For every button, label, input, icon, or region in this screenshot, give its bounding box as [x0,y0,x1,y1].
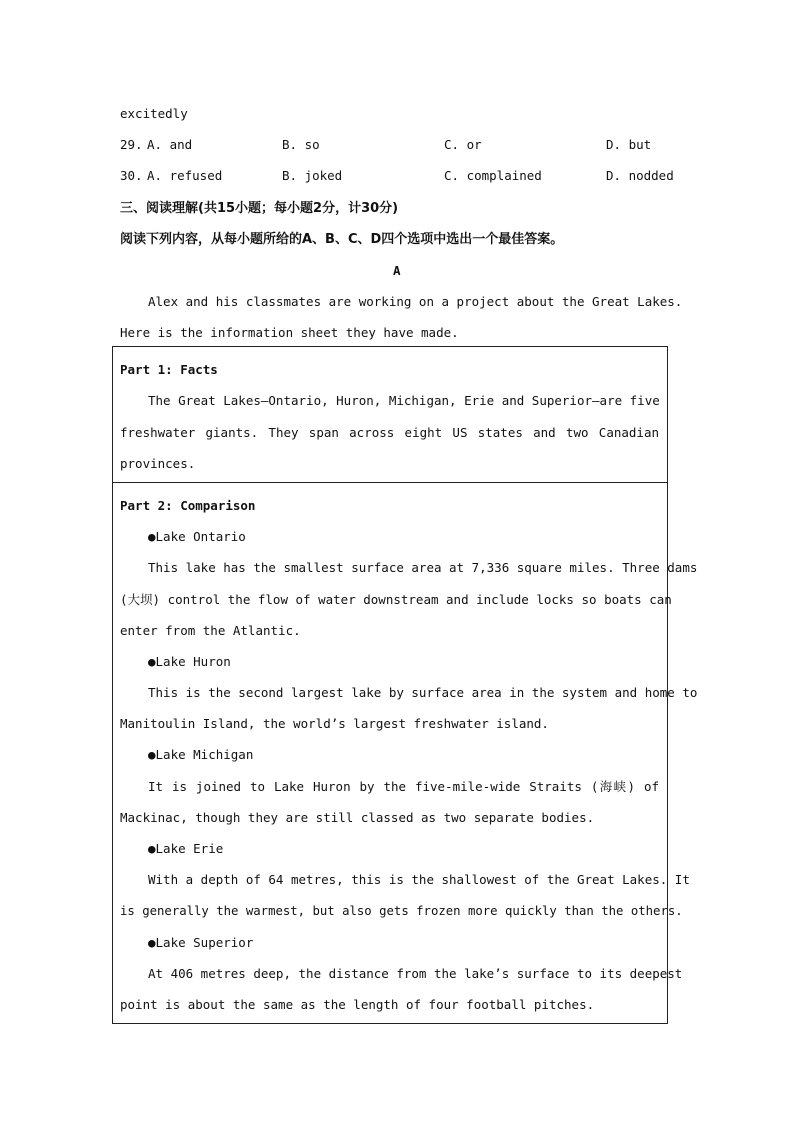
lake-michigan-line-2: Mackinac, though they are still classed as two separate bodies. [120,810,595,825]
lake-erie-line-2: is generally the warmest, but also gets frozen more quickly than the others. [120,904,683,918]
question-29-option-a: A. and [147,137,193,152]
part2-title: Part 2: Comparison [120,498,256,513]
lake-ontario-line-1: This lake has the smallest surface area at 7,336 square miles. Three dams [148,560,698,575]
lake-superior-line-1: At 406 metres deep, the distance from the lake’s surface to its deepest [148,966,683,981]
lake-ontario-line-2: (大坝) control the flow of water downstream and include locks so boats can [120,592,672,607]
lake-huron-heading: ●Lake Huron [148,654,231,669]
section-heading: 三、阅读理解(共15小题；每小题2分，计30分) [120,201,399,216]
question-29-option-b: B. so [282,137,320,152]
passage-label: A [393,263,401,278]
lake-michigan-line-1: It is joined to Lake Huron by the five-mile-wide Straits (海峡) of [148,779,659,794]
lake-huron-line-1: This is the second largest lake by surface area in the system and home to [148,685,698,700]
lake-erie-line-1: With a depth of 64 metres, this is the shallowest of the Great Lakes. It [148,872,690,887]
lake-superior-line-2: point is about the same as the length of four football pitches. [120,997,595,1012]
lake-ontario-heading: ●Lake Ontario [148,529,246,544]
answer-word: excitedly [120,106,188,121]
part1-title: Part 1: Facts [120,362,218,377]
part1-line-1: The Great Lakes—Ontario, Huron, Michigan, Erie and Superior—are five [148,393,660,408]
lake-erie-heading: ●Lake Erie [148,841,224,856]
question-30-option-c: C. complained [444,168,542,183]
question-30-option-a: A. refused [147,168,223,183]
part1-line-3: provinces. [120,456,196,471]
question-30-option-d: D. nodded [606,168,674,183]
lake-huron-line-2: Manitoulin Island, the world’s largest freshwater island. [120,716,549,731]
lake-michigan-heading: ●Lake Michigan [148,747,254,762]
question-29-option-d: D. but [606,137,652,152]
intro-line-1: Alex and his classmates are working on a project about the Great Lakes. [148,294,683,309]
question-30-option-b: B. joked [282,168,343,183]
part1-line-2: freshwater giants. They span across eight US states and two Canadian [120,425,659,440]
lake-superior-heading: ●Lake Superior [148,935,254,950]
question-30-number: 30. [120,168,143,183]
section-instruction: 阅读下列内容，从每小题所给的A、B、C、D四个选项中选出一个最佳答案。 [120,232,564,247]
intro-line-2: Here is the information sheet they have made. [120,325,459,340]
lake-ontario-line-3: enter from the Atlantic. [120,623,301,638]
question-29-number: 29. [120,137,143,152]
question-29-option-c: C. or [444,137,482,152]
